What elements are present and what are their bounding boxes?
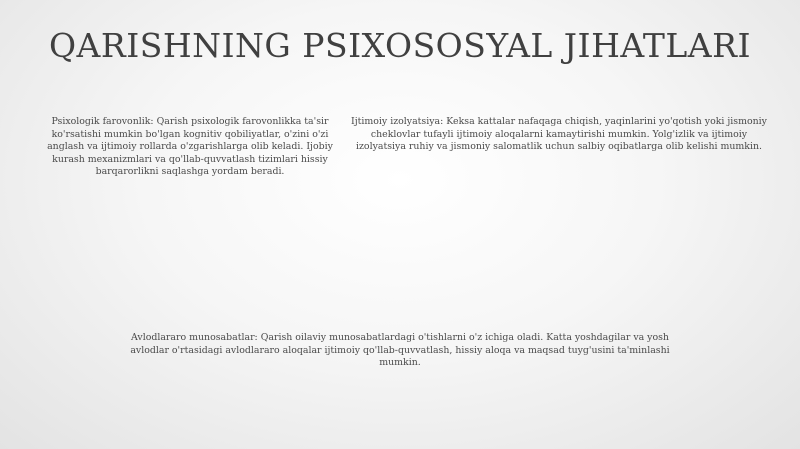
text-block-social-isolation: [348, 116, 770, 154]
block-heading: Psixologik farovonlik:: [51, 116, 157, 127]
block-text: Keksa kattalar nafaqaga chiqish, yaqinlarini yo'qotish yoki jismoniy cheklovlar tufayli ijtimoiy aloqalarni kamaytirishi mumkin. Yolg'izlik va ijtimoiy izolyatsiya ruhiy va jismoniy salomatlik uchun salbiy oqibatlarga olib kelishi mumkin.: [355, 116, 767, 153]
slide-title: QARISHNING PSIXOSOSYAL JIHATLARI: [48, 26, 752, 65]
block-heading: Avlodlararo munosabatlar:: [131, 332, 261, 343]
text-block-intergenerational-relations: [120, 332, 680, 370]
block-text: Qarish psixologik farovonlikka ta'sir ko'rsatishi mumkin bo'lgan kognitiv qobiliyatlar, o'zini o'zi anglash va ijtimoiy rollarda o'zgarishlarga olib keladi. Ijobiy kurash mexanizmlari va qo'llab-quvvatlash tizimlari hissiy barqarorlikni saqlashga yordam beradi.: [47, 116, 333, 178]
block-text: Qarish oilaviy munosabatlardagi o'tishlarni o'z ichiga oladi. Katta yoshdagilar va yosh avlodlar o'rtasidagi avlodlararo aloqalar ijtimoiy qo'llab-quvvatlash, hissiy aloqa va maqsad tuyg'usini ta'minlashi mumkin.: [130, 332, 670, 369]
text-block-psychological-wellbeing: [40, 116, 340, 179]
block-heading: Ijtimoiy izolyatsiya:: [351, 116, 447, 127]
